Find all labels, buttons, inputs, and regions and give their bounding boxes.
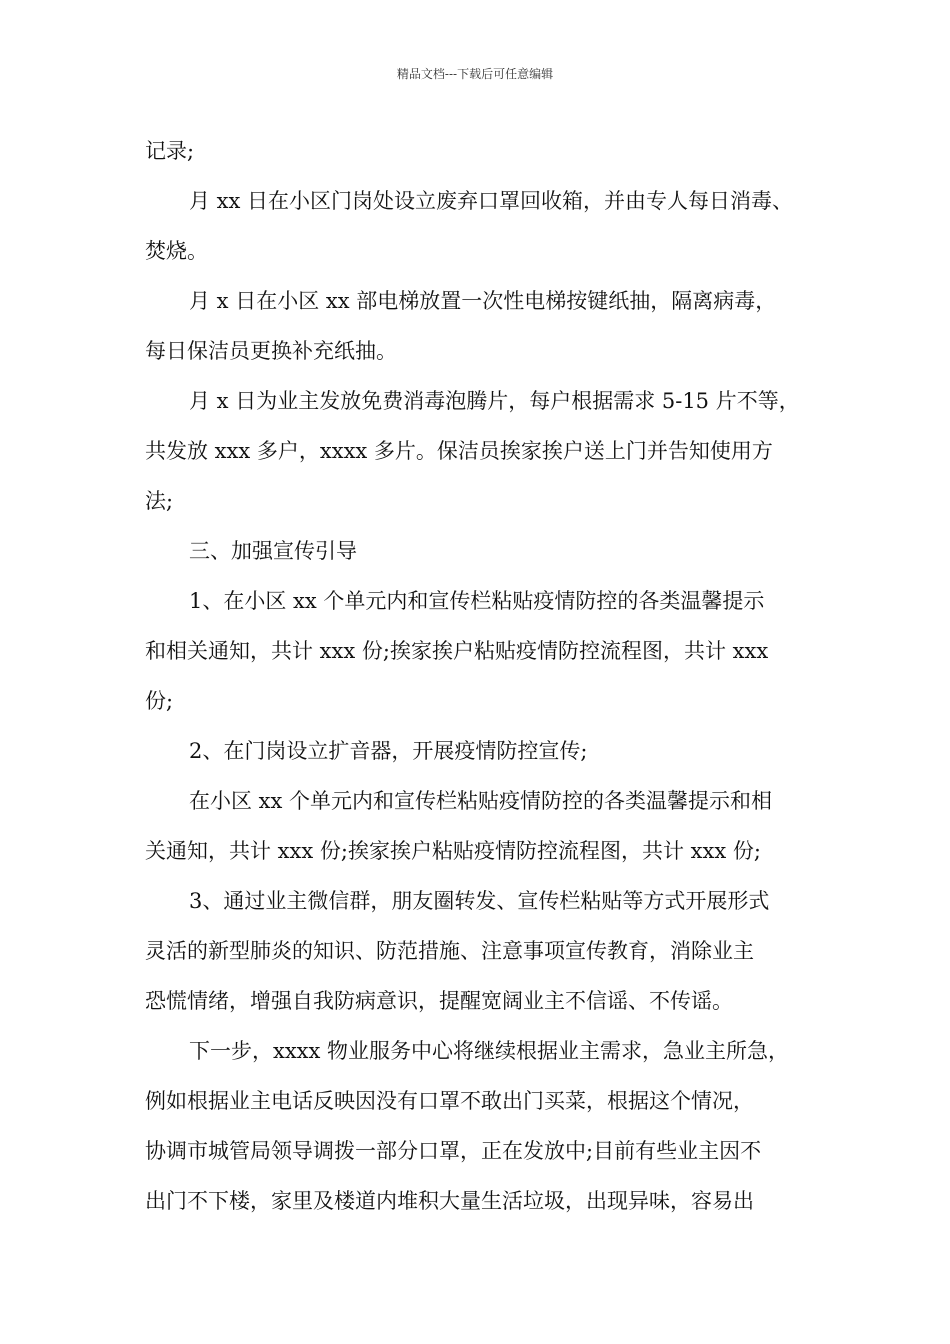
text-line: 下一步，xxxx 物业服务中心将继续根据业主需求，急业主所急，: [189, 1039, 790, 1063]
text-line: 每日保洁员更换补充纸抽。: [145, 339, 397, 363]
text-line: 灵活的新型肺炎的知识、防范措施、注意事项宣传教育，消除业主: [145, 939, 754, 963]
section-heading: 三、加强宣传引导: [189, 539, 357, 563]
text-line: 和相关通知，共计 xxx 份;挨家挨户粘贴疫情防控流程图，共计 xxx: [145, 639, 769, 663]
text-line: 月 x 日为业主发放免费消毒泡腾片，每户根据需求 5-15 片不等，: [189, 389, 800, 413]
text-line: 法;: [145, 489, 174, 513]
text-line: 在小区 xx 个单元内和宣传栏粘贴疫情防控的各类温馨提示和相: [189, 789, 773, 813]
text-line: 月 x 日在小区 xx 部电梯放置一次性电梯按键纸抽，隔离病毒，: [189, 289, 777, 313]
text-line: 共发放 xxx 多户，xxxx 多片。保洁员挨家挨户送上门并告知使用方: [145, 439, 773, 463]
text-line: 份;: [145, 689, 174, 713]
text-line: 出门不下楼，家里及楼道内堆积大量生活垃圾，出现异味，容易出: [145, 1189, 754, 1213]
text-line: 焚烧。: [145, 239, 208, 263]
text-line: 2、在门岗设立扩音器，开展疫情防控宣传;: [189, 739, 588, 763]
text-line: 关通知，共计 xxx 份;挨家挨户粘贴疫情防控流程图，共计 xxx 份;: [145, 839, 761, 863]
text-line: 3、通过业主微信群，朋友圈转发、宣传栏粘贴等方式开展形式: [189, 889, 770, 913]
text-line: 例如根据业主电话反映因没有口罩不敢出门买菜，根据这个情况，: [145, 1089, 754, 1113]
page-header: 精品文档---下载后可任意编辑: [396, 67, 554, 81]
document-body: [145, 126, 810, 1226]
text-line: 1、在小区 xx 个单元内和宣传栏粘贴疫情防控的各类温馨提示: [189, 589, 765, 613]
text-line: 协调市城管局领导调拨一部分口罩，正在发放中;目前有些业主因不: [145, 1139, 762, 1163]
text-line: 记录;: [145, 139, 195, 163]
text-line: 月 xx 日在小区门岗处设立废弃口罩回收箱，并由专人每日消毒、: [189, 189, 794, 213]
text-line: 恐慌情绪，增强自我防病意识，提醒宽阔业主不信谣、不传谣。: [145, 989, 733, 1013]
